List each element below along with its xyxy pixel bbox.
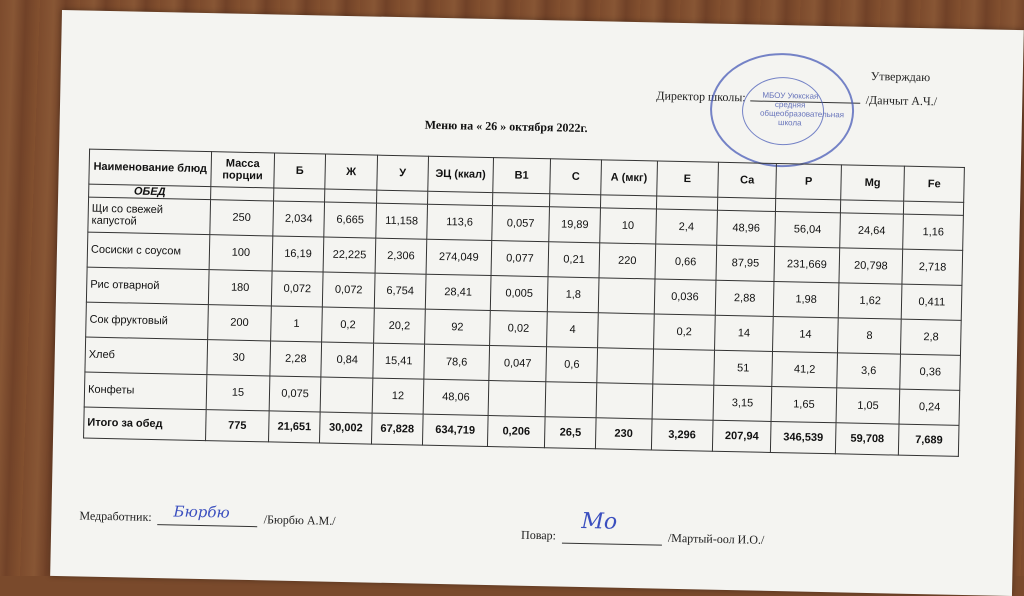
value-cell: 1,05 [836,388,900,424]
section-cell [717,197,776,211]
value-cell: 67,828 [371,413,423,445]
value-cell [598,278,654,314]
column-header: Р [776,164,841,200]
value-cell: 48,96 [717,210,776,246]
value-cell: 6,665 [324,202,376,238]
value-cell: 30 [207,340,271,376]
value-cell: 6,754 [374,273,426,309]
value-cell: 0,36 [900,354,960,390]
value-cell: 48,06 [423,379,488,415]
value-cell: 0,24 [899,389,959,425]
value-cell: 3,296 [651,419,713,451]
value-cell: 220 [599,243,655,279]
director-label: Директор школы: [656,88,746,105]
value-cell: 0,072 [271,271,323,307]
section-cell [273,188,325,202]
value-cell: 0,057 [491,206,549,242]
value-cell: 1,8 [548,277,599,313]
cook-name: /Мартый-оол И.О./ [667,530,765,547]
value-cell: 15,41 [373,343,425,379]
value-cell: 28,41 [426,274,491,310]
value-cell: 4 [547,312,598,348]
dish-name-cell: Сок фруктовый [86,302,209,340]
value-cell: 56,04 [775,211,840,247]
value-cell: 22,225 [323,237,375,273]
value-cell: 2,306 [375,238,427,274]
value-cell: 10 [600,208,656,244]
value-cell: 19,89 [549,207,600,243]
value-cell: 78,6 [424,344,489,380]
value-cell: 7,689 [899,424,959,456]
column-header: Е [656,161,718,197]
section-cell [550,194,601,208]
stamp-text: МБОУ Уюкская средняя общеобразовательная школа [759,90,845,128]
value-cell [596,383,652,419]
value-cell: 775 [206,410,269,442]
cook-signature-block [521,528,765,548]
value-cell: 2,88 [715,280,774,316]
value-cell: 0,2 [322,307,374,343]
value-cell: 30,002 [320,412,372,444]
value-cell: 2,28 [270,341,322,377]
menu-title: Меню на « 26 » октября 2022г. [424,117,588,136]
value-cell: 0,206 [487,416,545,448]
value-cell: 87,95 [716,245,775,281]
column-header: У [377,155,429,191]
menu-table [83,149,965,457]
value-cell: 26,5 [545,417,596,449]
value-cell [597,348,653,384]
value-cell: 0,411 [902,284,962,320]
dish-name-cell: Сосиски с соусом [87,232,210,270]
column-header: С [550,159,601,195]
value-cell [598,313,654,349]
value-cell: 1 [270,306,322,342]
value-cell: 3,15 [713,385,772,421]
medic-label: Медработник: [79,508,152,524]
section-cell [600,195,656,209]
value-cell: 20,2 [373,308,425,344]
cook-label: Повар: [520,527,557,543]
value-cell: 0,005 [490,276,548,312]
value-cell: 0,66 [655,244,717,280]
value-cell: 180 [208,270,272,306]
value-cell: 14 [714,315,773,351]
value-cell [488,381,546,417]
value-cell: 3,6 [837,353,901,389]
table-body [84,184,964,456]
column-header: Fe [904,166,964,202]
dish-name-cell: Рис отварной [86,267,209,305]
section-cell [776,198,841,212]
value-cell: 274,049 [426,239,491,275]
column-header: В1 [492,158,550,194]
value-cell: 346,539 [771,421,836,453]
value-cell: 0,075 [269,376,321,412]
value-cell: 230 [595,418,651,450]
value-cell: 41,2 [772,351,837,387]
menu-document [50,10,1024,596]
value-cell [545,382,596,418]
section-cell [428,191,493,205]
value-cell: 2,034 [273,201,325,237]
section-cell [211,187,274,201]
value-cell: 0,072 [323,272,375,308]
column-header: А (мкг) [601,160,657,196]
value-cell: 51 [714,350,773,386]
value-cell: 2,8 [901,319,961,355]
value-cell: 24,64 [839,213,903,249]
director-name: /Данчыт А.Ч./ [865,92,938,109]
value-cell: 1,62 [838,283,902,319]
value-cell: 634,719 [423,414,488,446]
column-header: Mg [840,165,904,201]
value-cell [652,384,714,420]
dish-name-cell: Щи со свежей капустой [88,197,211,235]
value-cell: 92 [425,309,490,345]
value-cell: 1,16 [903,214,963,250]
column-header: Масса порции [211,152,275,188]
value-cell: 0,036 [654,279,716,315]
value-cell [653,349,715,385]
value-cell: 15 [206,375,270,411]
value-cell: 1,98 [774,281,839,317]
value-cell: 100 [209,235,273,271]
column-header: Б [274,153,326,189]
value-cell: 2,4 [655,209,717,245]
dish-name-cell: Итого за обед [84,407,207,441]
value-cell: 207,94 [712,420,771,452]
approve-label: Утверждаю [870,68,931,85]
value-cell: 200 [208,305,272,341]
value-cell: 21,651 [268,411,320,443]
value-cell: 0,02 [489,311,547,347]
column-header: Ж [325,154,377,190]
section-cell [492,193,550,207]
value-cell: 250 [210,200,274,236]
value-cell: 16,19 [272,236,324,272]
value-cell: 0,2 [653,314,715,350]
value-cell: 231,669 [774,246,839,282]
dish-name-cell: Хлеб [85,337,208,375]
value-cell: 11,158 [376,203,428,239]
value-cell: 14 [773,316,838,352]
column-header: ЭЦ (ккал) [428,156,493,192]
value-cell [320,377,372,413]
medic-signature: Бюрбю [173,502,230,522]
column-header: Наименование блюд [89,149,212,187]
section-cell [376,190,428,204]
value-cell: 59,708 [835,423,899,455]
medic-name: /Бюрбю А.М./ [263,512,336,528]
section-cell: ОБЕД [89,184,211,200]
section-cell [904,201,964,215]
section-cell [325,189,377,203]
value-cell: 2,718 [902,249,962,285]
value-cell: 0,077 [491,241,549,277]
value-cell: 113,6 [427,204,492,240]
section-cell [656,196,717,210]
value-cell: 1,65 [771,386,836,422]
value-cell: 0,6 [546,347,597,383]
value-cell: 0,21 [548,242,599,278]
section-cell [840,200,904,214]
value-cell: 12 [372,378,424,414]
dish-name-cell: Конфеты [84,372,207,410]
cook-signature: Мо [581,508,618,535]
school-stamp [709,52,855,169]
value-cell: 0,047 [489,346,547,382]
value-cell: 0,84 [321,342,373,378]
column-header: Са [718,162,777,198]
value-cell: 8 [837,318,901,354]
value-cell: 20,798 [839,248,903,284]
